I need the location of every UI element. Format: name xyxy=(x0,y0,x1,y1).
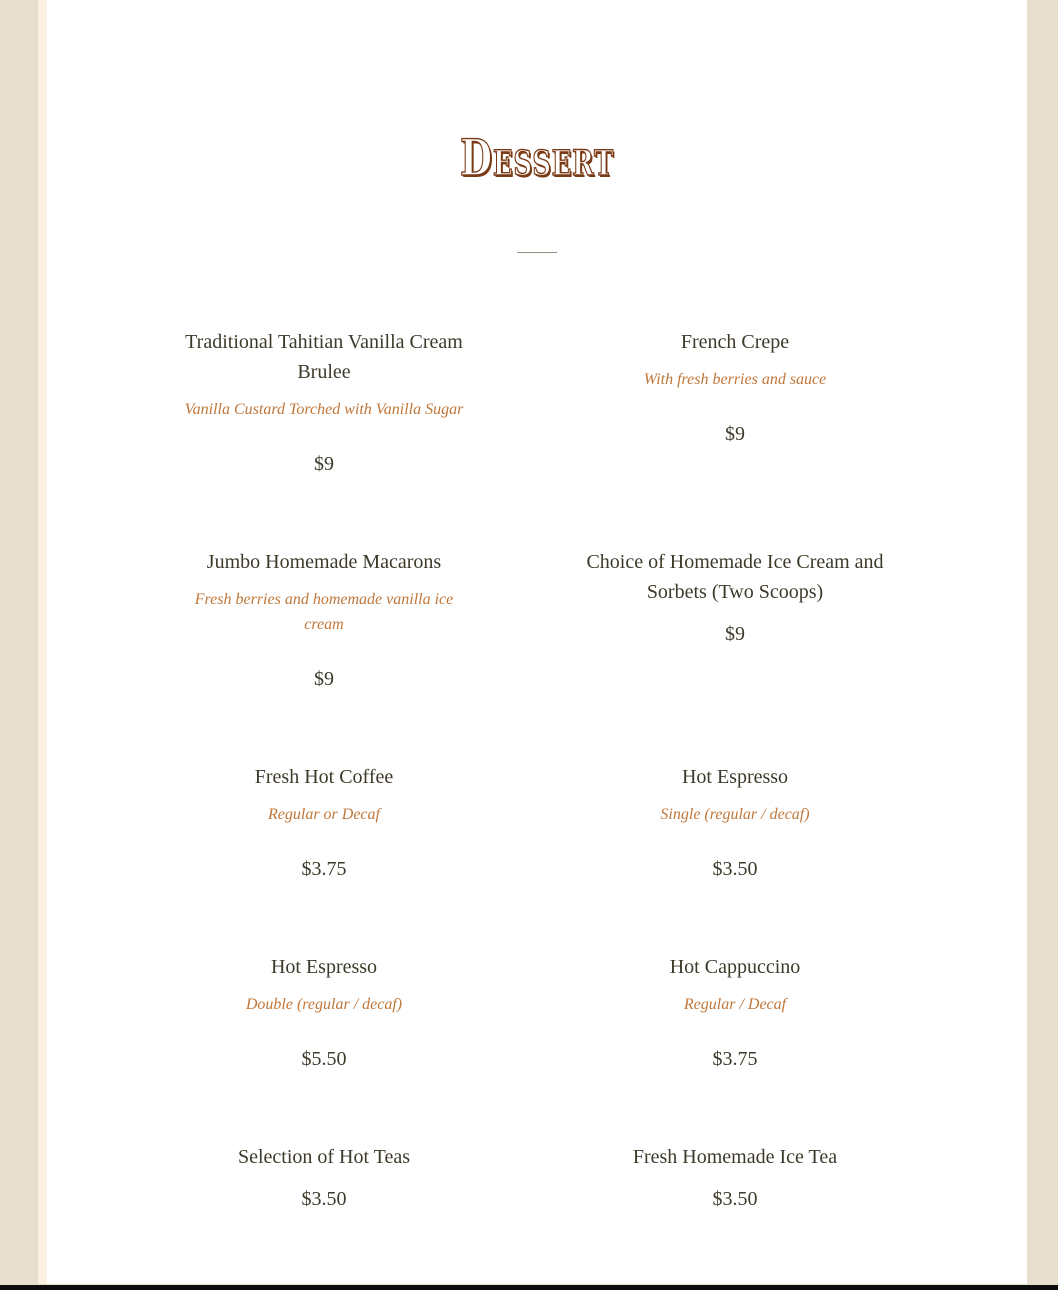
menu-item xyxy=(174,327,474,479)
menu-item-name: Hot Cappuccino xyxy=(669,956,801,978)
menu-item xyxy=(585,762,885,884)
menu-item xyxy=(585,547,885,649)
menu-item-description: Single (regular / decaf) xyxy=(660,806,810,823)
menu-panel xyxy=(47,0,1027,1284)
menu-item-name: Fresh Homemade Ice Tea xyxy=(632,1146,838,1168)
menu-item-price: $3.75 xyxy=(301,858,347,880)
menu-item xyxy=(174,762,474,884)
menu-item xyxy=(585,952,885,1074)
menu-item-description: Vanilla Custard Torched with Vanilla Sugar xyxy=(184,401,464,418)
menu-item xyxy=(585,327,885,449)
title-divider xyxy=(517,252,557,253)
menu-item xyxy=(174,952,474,1074)
menu-item-price: $3.50 xyxy=(301,1188,347,1210)
menu-item-price: $9 xyxy=(314,453,334,475)
menu-item-name: Traditional Tahitian Vanilla Cream Brulee xyxy=(185,331,463,383)
menu-item-price: $3.50 xyxy=(712,858,758,880)
menu-item-description: Regular / Decaf xyxy=(683,996,787,1013)
menu-item-name: Jumbo Homemade Macarons xyxy=(206,551,442,573)
menu-item-description: Regular or Decaf xyxy=(268,806,380,823)
menu-item-price: $9 xyxy=(725,423,745,445)
menu-item xyxy=(585,1142,885,1214)
menu-item-price: $3.50 xyxy=(712,1188,758,1210)
menu-item-price: $9 xyxy=(725,623,745,645)
menu-item-name: Choice of Homemade Ice Cream and Sorbets (Two Scoops) xyxy=(586,551,884,603)
bottom-edge-bar xyxy=(0,1285,1058,1290)
menu-item-name: Hot Espresso xyxy=(270,956,378,978)
menu-item-name: Hot Espresso xyxy=(681,766,789,788)
menu-item-name: Fresh Hot Coffee xyxy=(254,766,394,788)
page-left-stripe xyxy=(38,0,47,1284)
menu-item-price: $9 xyxy=(314,668,334,690)
menu-item-name: Selection of Hot Teas xyxy=(237,1146,411,1168)
menu-item-name: French Crepe xyxy=(680,331,790,353)
menu-item-price: $3.75 xyxy=(712,1048,758,1070)
menu-item xyxy=(174,547,474,694)
menu-item-description: Fresh berries and homemade vanilla ice cream xyxy=(194,591,454,633)
menu-item-price: $5.50 xyxy=(301,1048,347,1070)
menu-item xyxy=(174,1142,474,1214)
menu-item-description: With fresh berries and sauce xyxy=(643,371,827,388)
menu-item-description: Double (regular / decaf) xyxy=(245,996,403,1013)
page-title: Dessert xyxy=(460,128,614,187)
